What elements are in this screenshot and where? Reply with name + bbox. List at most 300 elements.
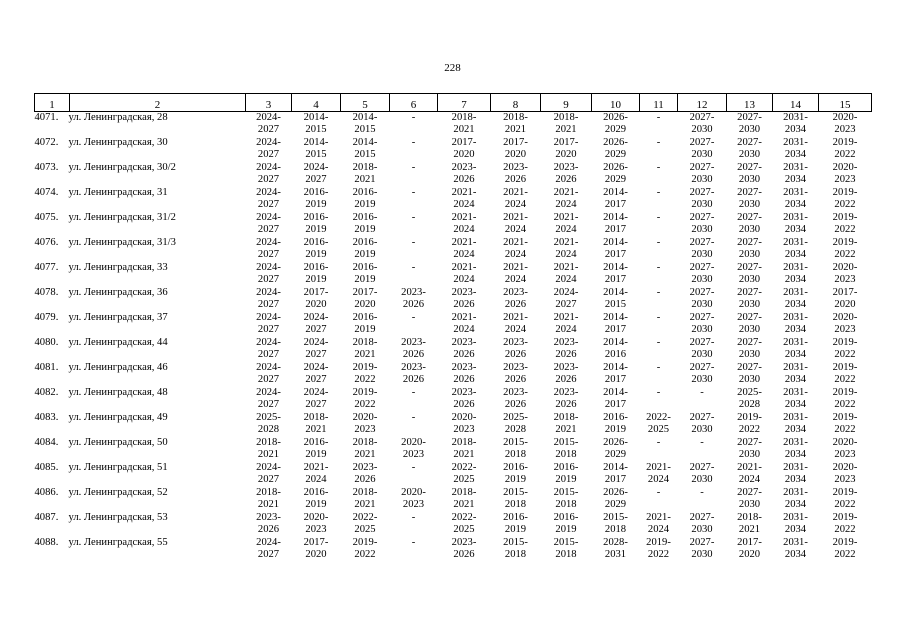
period-end: 2030: [738, 499, 761, 510]
period-start: 2014-: [603, 387, 628, 398]
period-cell: [246, 462, 292, 487]
period-start: -: [656, 237, 661, 248]
period-cell: [292, 387, 341, 412]
period-cell: [819, 112, 872, 138]
period-cell: [592, 137, 640, 162]
period-cell: [292, 462, 341, 487]
period-start: 2020-: [401, 437, 426, 448]
period-cell: [640, 137, 678, 162]
period-cell: [491, 262, 541, 287]
table-row: [35, 487, 872, 512]
period-cell: [341, 312, 390, 337]
period-cell: [727, 162, 773, 187]
period-start: -: [411, 187, 416, 198]
column-header: 3: [246, 94, 292, 112]
period-cell: [541, 437, 592, 462]
period-start: 2019-: [832, 187, 858, 198]
table-row: [35, 362, 872, 387]
period-end: 2030: [691, 549, 713, 560]
period-cell: [773, 337, 819, 362]
period-end: 2017: [604, 374, 627, 385]
period-cell: [678, 262, 727, 287]
period-start: 2015-: [553, 487, 579, 498]
period-start: 2022-: [646, 412, 671, 423]
period-start: 2023-: [503, 362, 528, 373]
period-cell: [491, 362, 541, 387]
period-cell: [541, 512, 592, 537]
period-cell: [592, 287, 640, 312]
address-cell: [35, 237, 246, 262]
period-start: -: [656, 312, 661, 323]
period-cell: [727, 287, 773, 312]
period-cell: [390, 487, 438, 512]
period-end: 2022: [354, 549, 376, 560]
period-end: 2019: [354, 324, 376, 335]
period-end: 2023: [402, 499, 425, 510]
period-start: 2019-: [832, 412, 858, 423]
table-row: [35, 312, 872, 337]
period-cell: [773, 162, 819, 187]
period-end: 2022: [834, 199, 856, 210]
period-cell: [541, 262, 592, 287]
period-start: 2024-: [303, 387, 329, 398]
period-start: 2021-: [503, 187, 528, 198]
period-end: 2026: [504, 399, 527, 410]
period-cell: [773, 412, 819, 437]
period-start: 2018-: [553, 112, 579, 123]
period-end: 2026: [504, 349, 527, 360]
period-end: 2027: [257, 474, 280, 485]
period-end: 2024: [555, 324, 577, 335]
period-cell: [246, 487, 292, 512]
period-start: 2020-: [832, 312, 858, 323]
period-start: 2017-: [303, 287, 329, 298]
period-end: 2030: [738, 224, 761, 235]
period-cell: [592, 162, 640, 187]
period-start: 2027-: [689, 237, 715, 248]
period-cell: [246, 337, 292, 362]
period-start: 2019-: [832, 137, 858, 148]
period-cell: [773, 237, 819, 262]
address-cell: [35, 362, 246, 387]
period-start: -: [411, 112, 416, 123]
address-cell: [35, 387, 246, 412]
period-start: 2020-: [401, 487, 426, 498]
period-start: 2024-: [256, 187, 281, 198]
period-start: 2016-: [553, 512, 579, 523]
period-start: 2019-: [832, 387, 858, 398]
period-cell: [678, 112, 727, 138]
period-cell: [819, 437, 872, 462]
period-cell: [491, 212, 541, 237]
period-cell: [640, 112, 678, 138]
period-cell: [678, 462, 727, 487]
period-cell: [246, 162, 292, 187]
period-cell: [727, 187, 773, 212]
period-end: 2020: [555, 149, 577, 160]
period-cell: [246, 537, 292, 562]
period-start: -: [411, 212, 416, 223]
period-start: 2014-: [603, 237, 628, 248]
period-cell: [819, 287, 872, 312]
period-start: 2016-: [303, 437, 329, 448]
period-end: 2022: [738, 424, 761, 435]
row-number: 4072.: [34, 137, 59, 148]
period-end: 2030: [691, 424, 713, 435]
period-end: 2023: [402, 449, 425, 460]
period-cell: [541, 487, 592, 512]
row-number: 4084.: [34, 437, 59, 448]
period-start: 2019-: [352, 362, 378, 373]
period-start: 2020-: [303, 512, 329, 523]
address-cell: [35, 187, 246, 212]
period-cell: [438, 437, 491, 462]
period-start: 2020-: [832, 437, 858, 448]
period-start: 2027-: [689, 312, 715, 323]
period-cell: [819, 187, 872, 212]
period-cell: [438, 137, 491, 162]
period-start: 2031-: [783, 437, 808, 448]
period-cell: [819, 462, 872, 487]
period-start: 2018-: [256, 487, 281, 498]
period-cell: [541, 137, 592, 162]
period-end: 2028: [504, 424, 527, 435]
column-header: 12: [678, 94, 727, 112]
period-cell: [246, 512, 292, 537]
period-cell: [640, 387, 678, 412]
period-cell: [390, 537, 438, 562]
period-start: 2021-: [553, 312, 579, 323]
period-cell: [390, 137, 438, 162]
period-start: 2021-: [553, 237, 579, 248]
period-cell: [390, 312, 438, 337]
period-cell: [292, 287, 341, 312]
period-cell: [678, 312, 727, 337]
period-end: 2034: [784, 449, 807, 460]
period-start: 2018-: [503, 112, 528, 123]
period-start: 2016-: [503, 512, 528, 523]
period-start: -: [656, 387, 661, 398]
period-end: 2024: [504, 249, 527, 260]
period-end: 2019: [354, 224, 376, 235]
period-start: 2025-: [503, 412, 528, 423]
period-end: 2017: [604, 224, 627, 235]
period-start: 2027-: [689, 412, 715, 423]
period-start: 2019-: [646, 537, 671, 548]
period-start: 2017-: [303, 537, 329, 548]
row-number: 4078.: [34, 287, 59, 298]
period-start: 2019-: [832, 487, 858, 498]
period-end: 2034: [784, 249, 807, 260]
period-end: 2026: [453, 174, 475, 185]
period-cell: [541, 187, 592, 212]
period-end: 2027: [257, 249, 280, 260]
period-end: 2022: [834, 524, 856, 535]
period-start: 2023-: [401, 337, 426, 348]
period-start: 2020-: [832, 462, 858, 473]
address-cell: [35, 212, 246, 237]
street-address: ул. Ленинградская, 28: [68, 112, 168, 123]
period-cell: [640, 287, 678, 312]
period-cell: [438, 412, 491, 437]
period-end: 2019: [504, 524, 527, 535]
period-end: 2034: [784, 524, 807, 535]
period-end: 2030: [691, 274, 713, 285]
period-cell: [292, 512, 341, 537]
period-end: 2022: [834, 249, 856, 260]
period-cell: [541, 412, 592, 437]
period-end: 2034: [784, 374, 807, 385]
period-start: 2028-: [603, 537, 628, 548]
period-end: 2017: [604, 249, 627, 260]
period-start: 2019-: [352, 537, 378, 548]
period-end: 2025: [453, 524, 475, 535]
period-start: 2024-: [256, 137, 281, 148]
period-start: 2021-: [737, 462, 762, 473]
period-cell: [727, 412, 773, 437]
period-cell: [341, 212, 390, 237]
period-start: 2019-: [737, 412, 762, 423]
period-end: 2027: [257, 299, 280, 310]
period-end: 2034: [784, 224, 807, 235]
period-end: 2034: [784, 474, 807, 485]
period-end: 2024: [453, 274, 475, 285]
period-start: 2021-: [451, 237, 477, 248]
period-end: 2022: [834, 349, 856, 360]
table-row: [35, 337, 872, 362]
period-end: 2021: [354, 349, 376, 360]
period-cell: [819, 337, 872, 362]
period-end: 2029: [604, 174, 627, 185]
period-start: 2017-: [503, 137, 528, 148]
period-end: 2030: [738, 299, 761, 310]
period-end: 2026: [402, 299, 425, 310]
period-start: 2014-: [603, 362, 628, 373]
period-cell: [773, 512, 819, 537]
period-cell: [246, 437, 292, 462]
period-cell: [773, 112, 819, 138]
period-cell: [541, 237, 592, 262]
period-cell: [819, 212, 872, 237]
period-start: 2023-: [503, 337, 528, 348]
period-start: -: [411, 387, 416, 398]
period-cell: [773, 362, 819, 387]
period-start: 2023-: [256, 512, 281, 523]
period-end: 2019: [555, 524, 577, 535]
period-end: 2030: [738, 249, 761, 260]
period-end: 2026: [555, 349, 577, 360]
period-cell: [292, 162, 341, 187]
period-end: 2029: [604, 449, 627, 460]
period-end: 2023: [354, 424, 376, 435]
period-cell: [727, 112, 773, 138]
period-cell: [438, 537, 491, 562]
period-cell: [640, 187, 678, 212]
period-start: 2031-: [783, 487, 808, 498]
period-start: 2027-: [689, 162, 715, 173]
row-number: 4075.: [34, 212, 59, 223]
period-start: 2018-: [451, 112, 477, 123]
period-cell: [341, 112, 390, 138]
period-start: 2016-: [303, 237, 329, 248]
period-cell: [246, 362, 292, 387]
period-cell: [341, 437, 390, 462]
period-start: 2024-: [256, 212, 281, 223]
period-end: 2023: [834, 449, 856, 460]
period-cell: [341, 512, 390, 537]
period-cell: [390, 212, 438, 237]
period-cell: [341, 537, 390, 562]
period-cell: [341, 462, 390, 487]
column-header: 14: [773, 94, 819, 112]
period-end: 2027: [257, 549, 280, 560]
period-start: 2031-: [783, 212, 808, 223]
period-cell: [592, 337, 640, 362]
period-end: 2027: [257, 399, 280, 410]
period-start: 2031-: [783, 362, 808, 373]
period-start: 2024-: [256, 262, 281, 273]
period-start: 2014-: [352, 112, 378, 123]
period-end: 2019: [354, 274, 376, 285]
period-cell: [438, 512, 491, 537]
schedule-table: [34, 93, 872, 562]
row-number: 4087.: [34, 512, 59, 523]
period-cell: [640, 412, 678, 437]
period-cell: [246, 387, 292, 412]
period-end: 2023: [834, 324, 856, 335]
period-start: 2015-: [503, 537, 528, 548]
period-end: 2034: [784, 299, 807, 310]
table-row: [35, 237, 872, 262]
period-cell: [773, 137, 819, 162]
period-start: 2024-: [256, 362, 281, 373]
address-cell: [35, 337, 246, 362]
period-start: -: [656, 162, 661, 173]
period-end: 2017: [604, 199, 627, 210]
period-end: 2030: [691, 374, 713, 385]
period-start: 2027-: [689, 262, 715, 273]
period-start: 2018-: [352, 487, 378, 498]
column-header: 15: [819, 94, 872, 112]
period-cell: [592, 262, 640, 287]
period-cell: [292, 212, 341, 237]
period-cell: [819, 162, 872, 187]
period-end: 2018: [555, 449, 577, 460]
period-cell: [592, 437, 640, 462]
period-cell: [678, 537, 727, 562]
period-start: 2027-: [737, 262, 762, 273]
table-row: [35, 387, 872, 412]
table-header-row: [35, 94, 872, 112]
street-address: ул. Ленинградская, 44: [68, 337, 168, 348]
period-start: 2021-: [646, 462, 671, 473]
period-end: 2034: [784, 274, 807, 285]
period-start: 2017-: [352, 287, 378, 298]
period-end: 2030: [691, 349, 713, 360]
period-end: 2019: [504, 474, 527, 485]
period-cell: [640, 262, 678, 287]
period-end: 2030: [691, 149, 713, 160]
period-end: 2019: [305, 199, 327, 210]
period-start: 2016-: [352, 262, 378, 273]
period-end: 2023: [834, 274, 856, 285]
period-cell: [491, 487, 541, 512]
period-start: 2020-: [451, 412, 477, 423]
period-cell: [678, 287, 727, 312]
period-start: -: [656, 112, 661, 123]
period-start: 2024-: [256, 337, 281, 348]
period-cell: [491, 287, 541, 312]
period-end: 2026: [555, 399, 577, 410]
period-start: 2017-: [451, 137, 477, 148]
period-end: 2024: [647, 524, 670, 535]
period-start: 2023-: [553, 162, 579, 173]
period-start: 2016-: [352, 237, 378, 248]
period-end: 2027: [305, 174, 327, 185]
period-end: 2015: [604, 299, 627, 310]
period-cell: [438, 112, 491, 138]
period-end: 2015: [305, 149, 327, 160]
period-start: 2017-: [832, 287, 858, 298]
period-cell: [491, 187, 541, 212]
street-address: ул. Ленинградская, 33: [68, 262, 168, 273]
period-cell: [773, 187, 819, 212]
period-end: 2019: [305, 249, 327, 260]
table-row: [35, 437, 872, 462]
period-cell: [390, 187, 438, 212]
period-cell: [341, 412, 390, 437]
period-start: 2027-: [737, 112, 762, 123]
period-end: 2020: [305, 549, 327, 560]
period-cell: [678, 137, 727, 162]
period-cell: [592, 537, 640, 562]
address-cell: [35, 462, 246, 487]
period-start: 2023-: [401, 287, 426, 298]
period-end: 2023: [453, 424, 475, 435]
period-cell: [438, 187, 491, 212]
period-end: 2018: [504, 549, 527, 560]
period-cell: [592, 412, 640, 437]
period-end: 2026: [453, 399, 475, 410]
period-start: 2022-: [451, 512, 477, 523]
period-cell: [727, 137, 773, 162]
column-header: 6: [390, 94, 438, 112]
period-end: 2030: [738, 199, 761, 210]
street-address: ул. Ленинградская, 31: [68, 187, 168, 198]
period-cell: [678, 212, 727, 237]
period-start: 2024-: [256, 312, 281, 323]
period-start: 2024-: [256, 537, 281, 548]
period-end: 2026: [453, 374, 475, 385]
period-end: 2021: [354, 499, 376, 510]
page-number: 228: [444, 62, 461, 74]
table-row: [35, 412, 872, 437]
period-start: 2027-: [737, 212, 762, 223]
period-end: 2027: [257, 149, 280, 160]
period-start: 2016-: [603, 412, 628, 423]
column-header: 10: [592, 94, 640, 112]
period-end: 2024: [555, 224, 577, 235]
period-cell: [390, 337, 438, 362]
period-cell: [390, 112, 438, 138]
period-end: 2026: [453, 549, 475, 560]
period-cell: [678, 437, 727, 462]
period-cell: [541, 462, 592, 487]
period-end: 2021: [305, 424, 327, 435]
period-end: 2025: [647, 424, 670, 435]
period-cell: [541, 537, 592, 562]
table-row: [35, 187, 872, 212]
